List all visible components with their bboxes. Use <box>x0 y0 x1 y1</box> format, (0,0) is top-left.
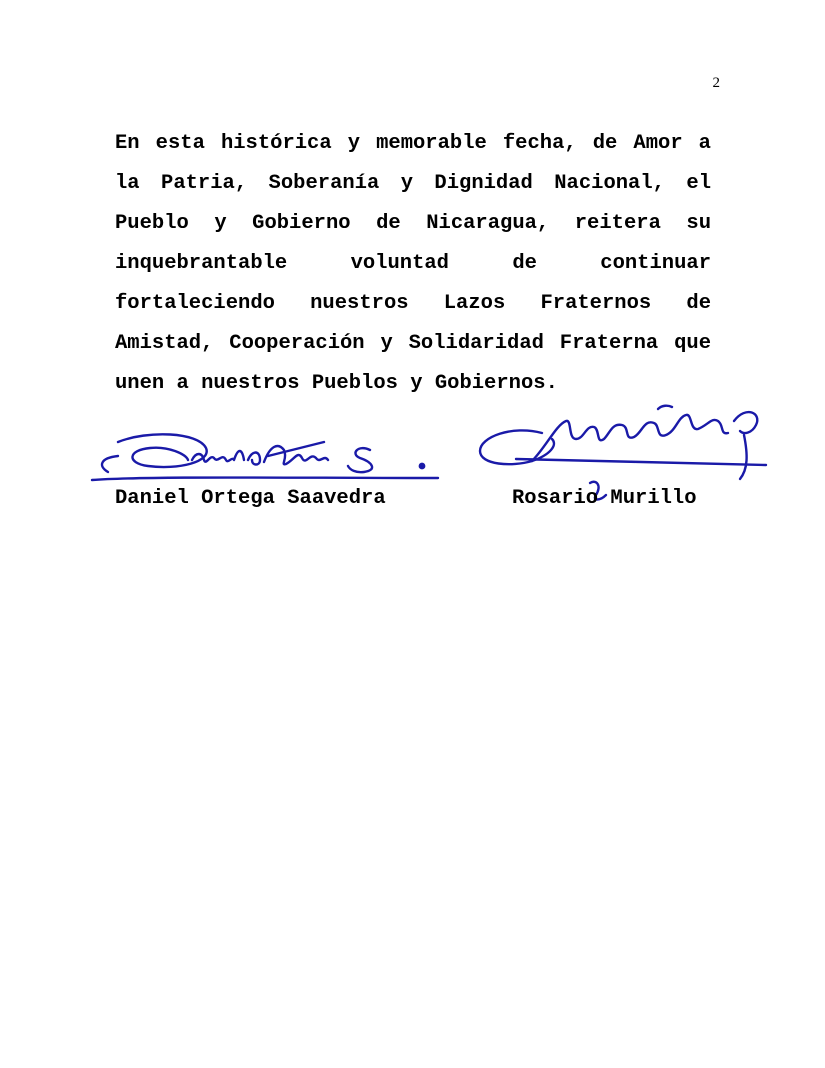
signatory-name-right: Rosario Murillo <box>512 487 697 510</box>
signature-left-image <box>88 420 443 492</box>
signature-right-image <box>472 395 772 535</box>
signatory-name-left: Daniel Ortega Saavedra <box>115 487 386 510</box>
body-paragraph: En esta histórica y memorable fecha, de Amor a la Patria, Soberanía y Dignidad Nacional, el Pueblo y Gobierno de Nicaragua, reitera su inquebrantable voluntad de continuar fortaleciendo nuestros Lazos Fraternos de Amistad, Cooperación y Solidaridad Fraterna que unen a nuestros Pueblos y Gobiernos. <box>115 132 711 395</box>
page-number: 2 <box>712 75 720 91</box>
